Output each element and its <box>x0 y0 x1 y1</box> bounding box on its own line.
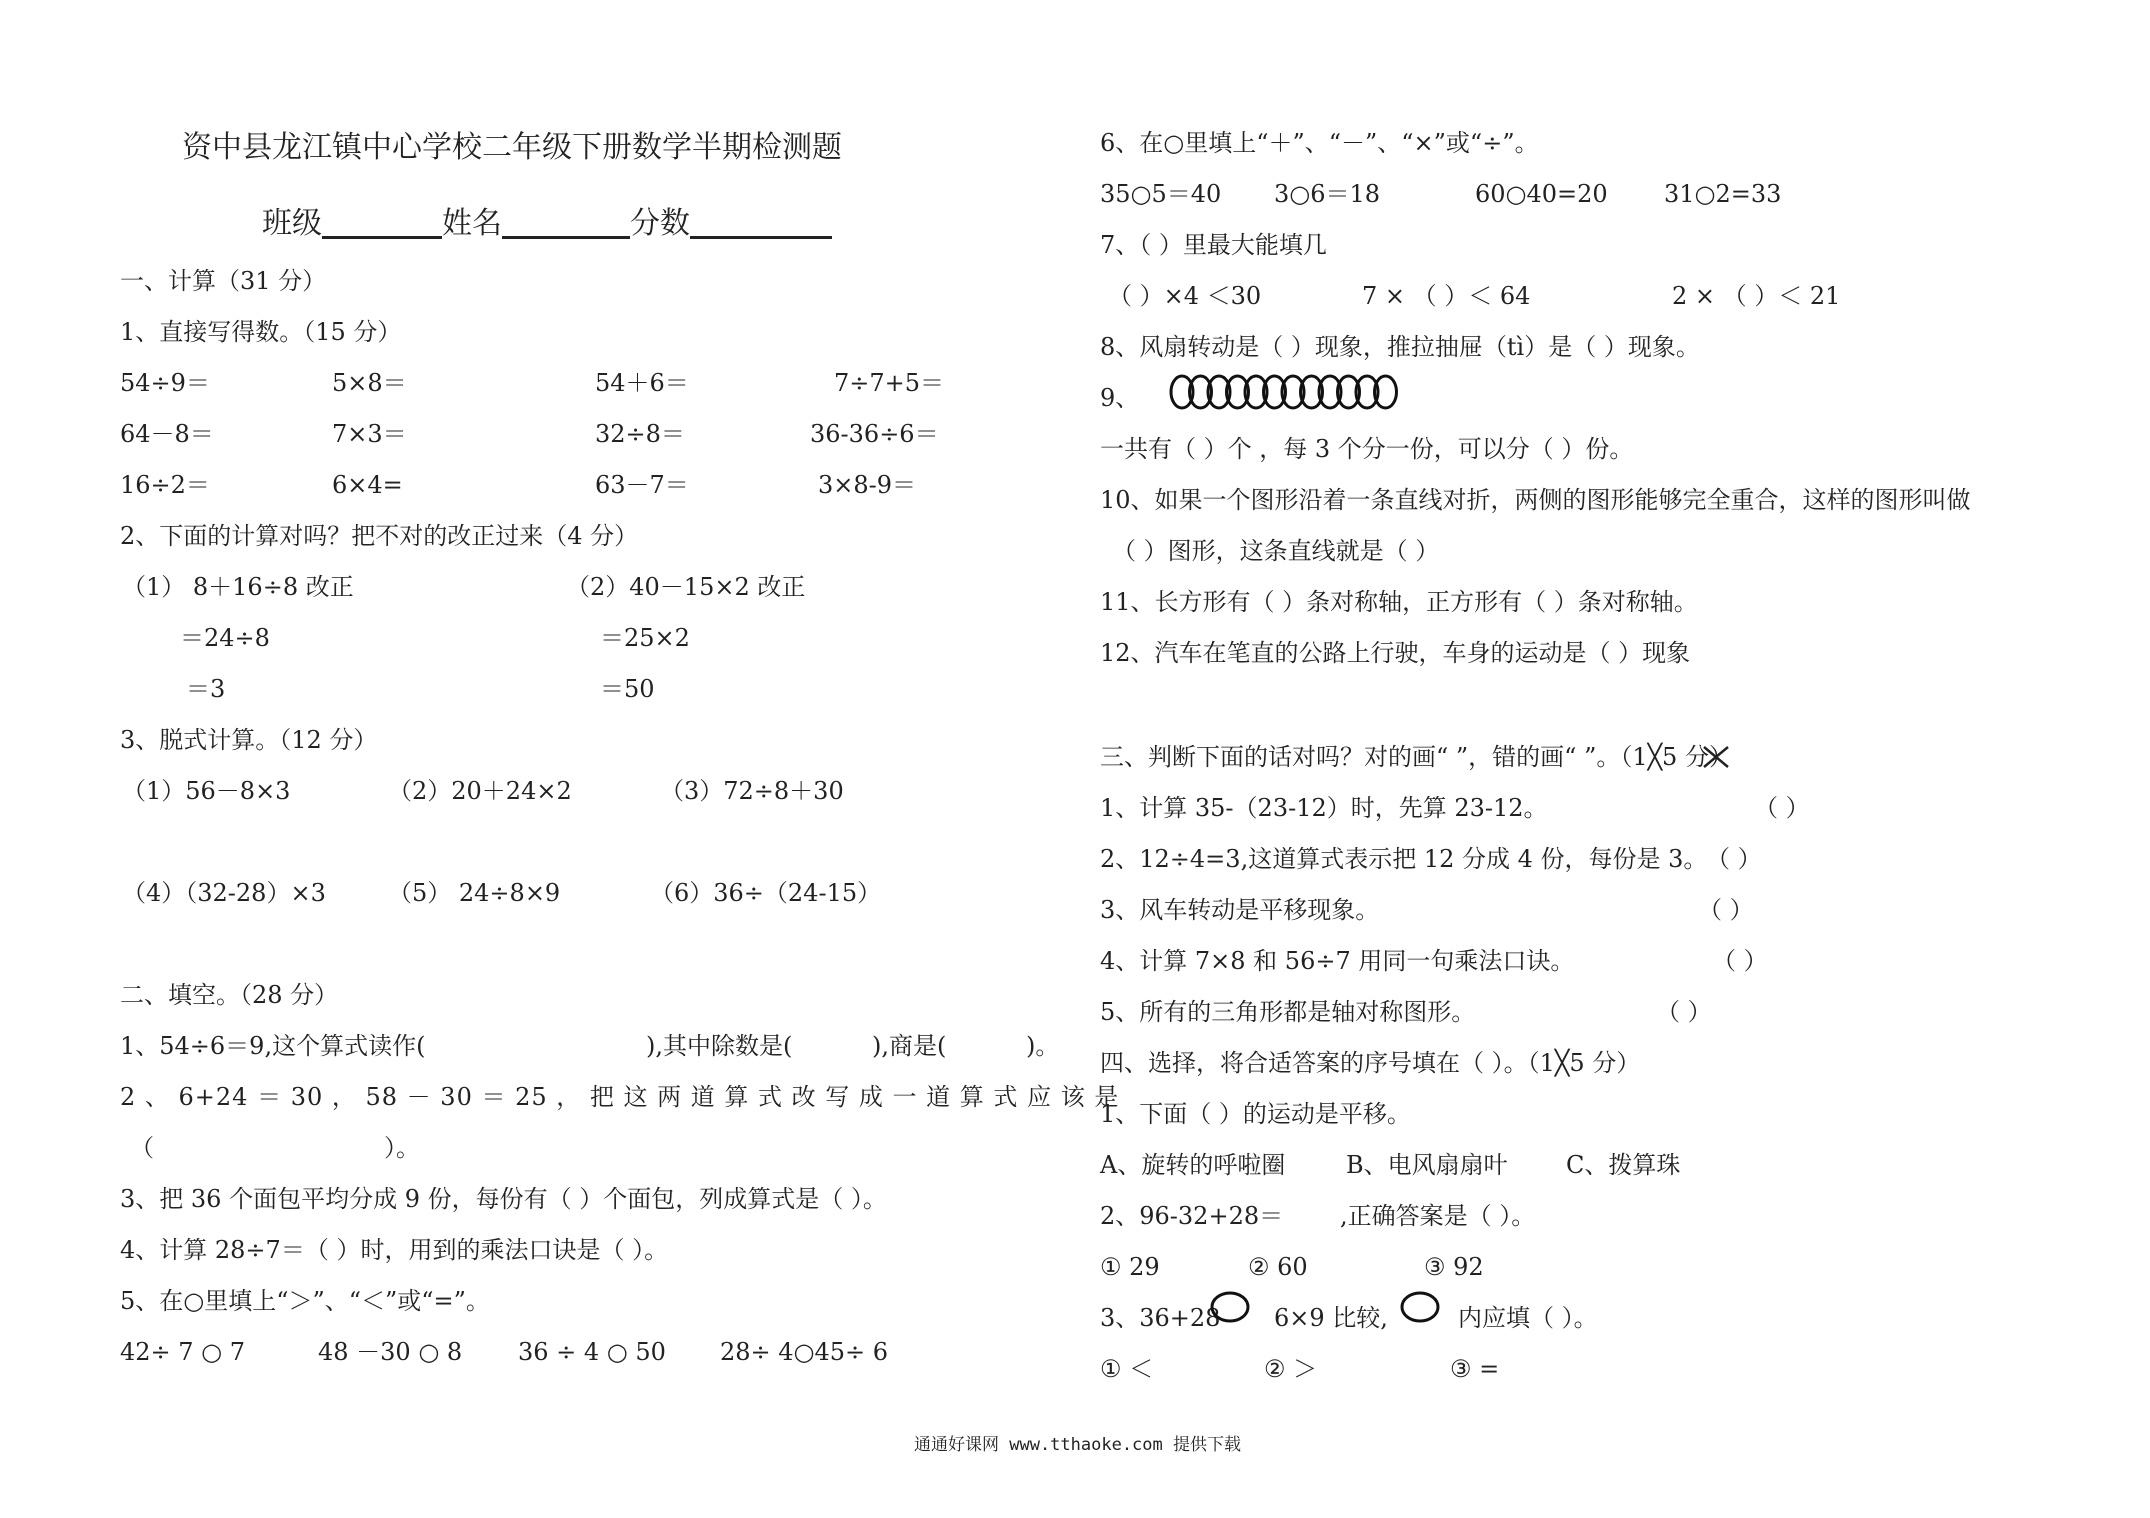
fill-q4: 4、计算 28÷7＝（ ）时，用到的乘法口诀是（ ）。 <box>120 1236 669 1264</box>
calc-item: 32÷8＝ <box>595 420 685 448</box>
max-fill-item: 2 × （ ）＜ 21 <box>1672 282 1841 310</box>
section-2-title: 二、填空。（28 分） <box>120 981 339 1009</box>
judge-blank: （ ） <box>1706 845 1762 873</box>
q1-1-title: 1、直接写得数。（15 分） <box>120 318 402 346</box>
compare-item: 48 －30 ○ 8 <box>318 1338 463 1366</box>
step-calc-item: （2）20＋24×2 <box>388 777 572 805</box>
step-calc-item: （6）36÷（24-15） <box>650 879 882 907</box>
operator-item: 60○40=20 <box>1475 180 1608 208</box>
calc-item: 3×8-9＝ <box>818 471 917 499</box>
correction-2-line-1: （2）40－15×2 改正 <box>566 573 806 601</box>
operator-item: 35○5＝40 <box>1100 180 1222 208</box>
choice-option: ① 29 <box>1100 1253 1160 1281</box>
correction-2-line-2: ＝25×2 <box>600 624 690 652</box>
calc-item: 6×4= <box>332 471 403 499</box>
judge-blank: （ ） <box>1656 998 1712 1026</box>
fill-q12: 12、汽车在笔直的公路上行驶，车身的运动是（ ）现象 <box>1100 639 1691 667</box>
choice-q2: ,正确答案是（ ）。 <box>1340 1202 1536 1230</box>
fill-q5: 5、在○里填上“＞”、“＜”或“=”。 <box>120 1287 490 1315</box>
step-calc-item: （1）56－8×3 <box>122 777 291 805</box>
name-label: 姓名 <box>442 206 502 241</box>
choice-option: C、拨算珠 <box>1566 1151 1681 1179</box>
compare-item: 42÷ 7 ○ 7 <box>120 1338 246 1366</box>
fill-q10-line-2: （ ）图形，这条直线就是（ ） <box>1112 537 1440 565</box>
calc-item: 63－7＝ <box>595 471 689 499</box>
calc-item: 64－8＝ <box>120 420 214 448</box>
choice-option: ② ＞ <box>1264 1355 1318 1383</box>
calc-item: 7×3＝ <box>332 420 407 448</box>
fill-q1: ),其中除数是( <box>646 1032 793 1060</box>
operator-item: 31○2=33 <box>1664 180 1782 208</box>
blank-circle-icon <box>1209 1290 1251 1324</box>
choice-option: ② 60 <box>1248 1253 1308 1281</box>
choice-option: ③ = <box>1450 1355 1500 1383</box>
fill-q2: （ <box>130 1134 154 1162</box>
choice-q3: 6×9 比较, <box>1274 1304 1388 1332</box>
circles-row-figure <box>1170 372 1410 412</box>
blank-circle-icon <box>1399 1290 1441 1324</box>
q1-3-title: 3、脱式计算。（12 分） <box>120 726 378 754</box>
step-calc-item: （5） 24÷8×9 <box>388 879 561 907</box>
judge-item-1: 1、计算 35-（23-12）时，先算 23-12。 <box>1100 794 1548 822</box>
fill-q9-text: 一共有（ ）个 ，每 3 个分一份，可以分（ ）份。 <box>1100 435 1634 463</box>
fill-q9-label: 9、 <box>1100 384 1140 412</box>
operator-item: 3○6＝18 <box>1274 180 1381 208</box>
score-label: 分数 <box>630 206 690 241</box>
choice-option: ③ 92 <box>1424 1253 1484 1281</box>
choice-q1: 1、下面（ ）的运动是平移。 <box>1100 1100 1411 1128</box>
fill-q1: 1、54÷6＝9,这个算式读作( <box>120 1032 426 1060</box>
judge-blank: （ ） <box>1698 896 1754 924</box>
calc-item: 16÷2＝ <box>120 471 210 499</box>
class-label: 班级 <box>262 206 322 241</box>
judge-item-3: 3、风车转动是平移现象。 <box>1100 896 1380 924</box>
fill-q3: 3、把 36 个面包平均分成 9 份，每份有（ ）个面包，列成算式是（ ）。 <box>120 1185 887 1213</box>
fill-q10-line-1: 10、如果一个图形沿着一条直线对折，两侧的图形能够完全重合，这样的图形叫做 <box>1100 486 1971 514</box>
fill-q1: ),商是( <box>872 1032 947 1060</box>
choice-q3: 3、36+28 <box>1100 1304 1221 1332</box>
fill-q2: ）。 <box>384 1134 420 1162</box>
compare-item: 36 ÷ 4 ○ 50 <box>518 1338 666 1366</box>
calc-item: 5×8＝ <box>332 369 407 397</box>
calc-item: 7÷7+5＝ <box>834 369 945 397</box>
fill-q6: 6、在○里填上“＋”、“－”、“×”或“÷”。 <box>1100 129 1539 157</box>
judge-blank: （ ） <box>1754 794 1810 822</box>
fill-q1: )。 <box>1026 1032 1060 1060</box>
cross-mark-icon <box>1701 744 1731 770</box>
correction-1-line-2: ＝24÷8 <box>180 624 270 652</box>
fill-q8: 8、风扇转动是（ ）现象，推拉抽屉（tì）是（ ）现象。 <box>1100 333 1700 361</box>
student-info-line <box>262 206 832 239</box>
choice-q3: 内应填（ ）。 <box>1458 1304 1598 1332</box>
page-title: 资中县龙江镇中心学校二年级下册数学半期检测题 <box>182 130 842 165</box>
calc-item: 54÷9＝ <box>120 369 210 397</box>
fill-q11: 11、长方形有（ ）条对称轴，正方形有（ ）条对称轴。 <box>1100 588 1698 616</box>
judge-item-5: 5、所有的三角形都是轴对称图形。 <box>1100 998 1476 1026</box>
judge-item-4: 4、计算 7×8 和 56÷7 用同一句乘法口诀。 <box>1100 947 1575 975</box>
section-4-title: 四、选择，将合适答案的序号填在（ ）。（1╳5 分） <box>1100 1049 1641 1077</box>
max-fill-item: （ ）×4 ＜30 <box>1108 282 1262 310</box>
choice-q2: 2、96-32+28＝ <box>1100 1202 1284 1230</box>
section-1-title: 一、计算（31 分） <box>120 267 327 295</box>
calc-item: 54＋6＝ <box>595 369 689 397</box>
calc-item: 36-36÷6＝ <box>810 420 939 448</box>
choice-option: A、旋转的呼啦圈 <box>1100 1151 1286 1179</box>
judge-item-2: 2、12÷4=3,这道算式表示把 12 分成 4 份，每份是 3。 <box>1100 845 1708 873</box>
fill-q2: 2 、 6+24 ＝ 30 ， 58 － 30 ＝ 25 ， 把 这 两 道 算 式 改 写 成 一 道 算 式 应 该 是 <box>120 1083 1120 1111</box>
step-calc-item: （4）（32-28）×3 <box>122 879 326 907</box>
max-fill-item: 7 × （ ）＜ 64 <box>1362 282 1531 310</box>
correction-1-line-1: （1） 8＋16÷8 改正 <box>122 573 354 601</box>
step-calc-item: （3）72÷8＋30 <box>660 777 844 805</box>
compare-item: 28÷ 4○45÷ 6 <box>720 1338 889 1366</box>
fill-q7: 7、（ ）里最大能填几 <box>1100 231 1327 259</box>
footer-source: 通通好课网 www.tthaoke.com 提供下载 <box>914 1435 1241 1455</box>
judge-blank: （ ） <box>1712 947 1768 975</box>
choice-option: ① ＜ <box>1100 1355 1154 1383</box>
choice-option: B、电风扇扇叶 <box>1346 1151 1508 1179</box>
correction-1-line-3: ＝3 <box>186 675 226 703</box>
q1-2-title: 2、下面的计算对吗？把不对的改正过来（4 分） <box>120 522 639 550</box>
correction-2-line-3: ＝50 <box>600 675 655 703</box>
section-3-title: 三、判断下面的话对吗？对的画“ ”，错的画“ ”。（1╳5 分） <box>1100 743 1733 771</box>
